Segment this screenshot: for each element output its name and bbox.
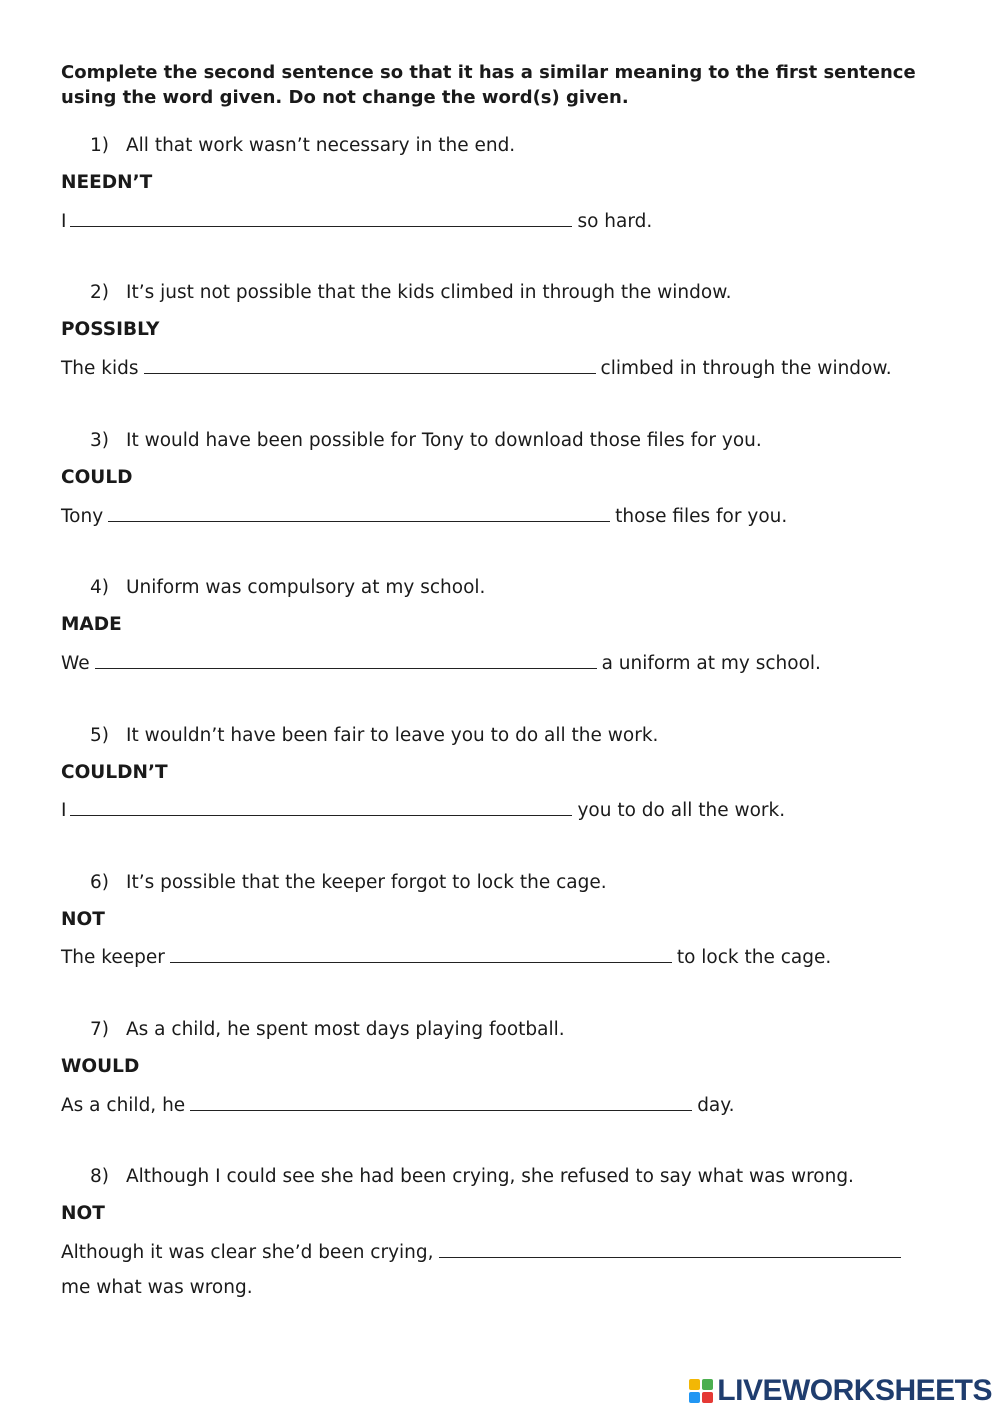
question-5-keyword: COULDN’T (61, 762, 168, 783)
question-4-keyword: MADE (61, 614, 122, 635)
question-5-prefix: I (61, 800, 67, 821)
question-3-sentence (90, 429, 762, 453)
question-1-prefix: I (61, 211, 67, 232)
question-4-blank[interactable] (95, 650, 597, 669)
question-5-sentence (90, 724, 658, 748)
question-1-blank[interactable] (70, 208, 572, 227)
question-8-continuation: me what was wrong. (61, 1277, 253, 1298)
question-3-text: It would have been possible for Tony to download those files for you. (126, 430, 762, 451)
question-6-prefix: The keeper (61, 947, 165, 968)
question-2-sentence (90, 281, 732, 305)
question-1-text: All that work wasn’t necessary in the end. (126, 135, 516, 156)
question-4-text: Uniform was compulsory at my school. (126, 577, 486, 598)
question-3-number: 3) (90, 430, 109, 451)
question-4-prefix: We (61, 653, 90, 674)
question-2-prefix: The kids (61, 358, 139, 379)
question-6-keyword: NOT (61, 909, 105, 930)
question-2-answer-line (61, 355, 892, 381)
question-7-blank[interactable] (190, 1092, 692, 1111)
question-7-sentence (90, 1018, 565, 1042)
question-7-text: As a child, he spent most days playing football. (126, 1019, 565, 1040)
question-8-sentence (90, 1165, 854, 1189)
question-7-number: 7) (90, 1019, 109, 1040)
question-4-sentence (90, 576, 485, 600)
question-1-sentence (90, 134, 515, 158)
question-7-answer-line (61, 1092, 734, 1118)
logo-square-green (702, 1379, 713, 1390)
question-1-suffix: so hard. (577, 211, 653, 232)
logo-text: LIVEWORKSHEETS (717, 1374, 992, 1407)
question-7-keyword: WOULD (61, 1056, 140, 1077)
question-8-prefix: Although it was clear she’d been crying, (61, 1242, 434, 1263)
question-2-text: It’s just not possible that the kids climbed in through the window. (126, 282, 732, 303)
question-5-text: It wouldn’t have been fair to leave you to do all the work. (126, 725, 659, 746)
question-2-number: 2) (90, 282, 109, 303)
question-8-keyword: NOT (61, 1203, 105, 1224)
logo-square-red (702, 1392, 713, 1403)
question-3-prefix: Tony (61, 506, 104, 527)
question-8-blank[interactable] (439, 1239, 901, 1258)
logo-square-blue (689, 1392, 700, 1403)
question-6-answer-line (61, 944, 831, 970)
question-6-suffix: to lock the cage. (676, 947, 832, 968)
question-4-answer-line (61, 650, 821, 676)
instructions: Complete the second sentence so that it has a similar meaning to the first sentence using the word given. Do not change the word(s) given. (61, 62, 916, 108)
question-2-keyword: POSSIBLY (61, 319, 160, 340)
question-5-answer-line (61, 797, 785, 823)
question-5-number: 5) (90, 725, 109, 746)
question-4-number: 4) (90, 577, 109, 598)
question-6-sentence (90, 871, 607, 895)
question-1-answer-line (61, 208, 652, 234)
question-8-text: Although I could see she had been crying, she refused to say what was wrong. (126, 1166, 854, 1187)
question-8-number: 8) (90, 1166, 109, 1187)
question-4-suffix: a uniform at my school. (601, 653, 821, 674)
question-7-suffix: day. (697, 1095, 735, 1116)
logo-square-yellow (689, 1379, 700, 1390)
question-7-prefix: As a child, he (61, 1095, 186, 1116)
liveworksheets-logo (689, 1373, 992, 1409)
question-1-number: 1) (90, 135, 109, 156)
question-6-text: It’s possible that the keeper forgot to lock the cage. (126, 872, 607, 893)
question-8-answer-line (61, 1239, 906, 1265)
question-2-suffix: climbed in through the window. (600, 358, 892, 379)
question-3-keyword: COULD (61, 467, 133, 488)
question-5-suffix: you to do all the work. (577, 800, 786, 821)
question-3-answer-line (61, 503, 787, 529)
question-2-blank[interactable] (144, 355, 596, 374)
question-3-suffix: those files for you. (615, 506, 788, 527)
question-6-number: 6) (90, 872, 109, 893)
logo-mark-icon (689, 1379, 713, 1403)
question-6-blank[interactable] (170, 944, 672, 963)
question-3-blank[interactable] (108, 503, 610, 522)
question-1-keyword: NEEDN’T (61, 172, 153, 193)
question-5-blank[interactable] (70, 797, 572, 816)
